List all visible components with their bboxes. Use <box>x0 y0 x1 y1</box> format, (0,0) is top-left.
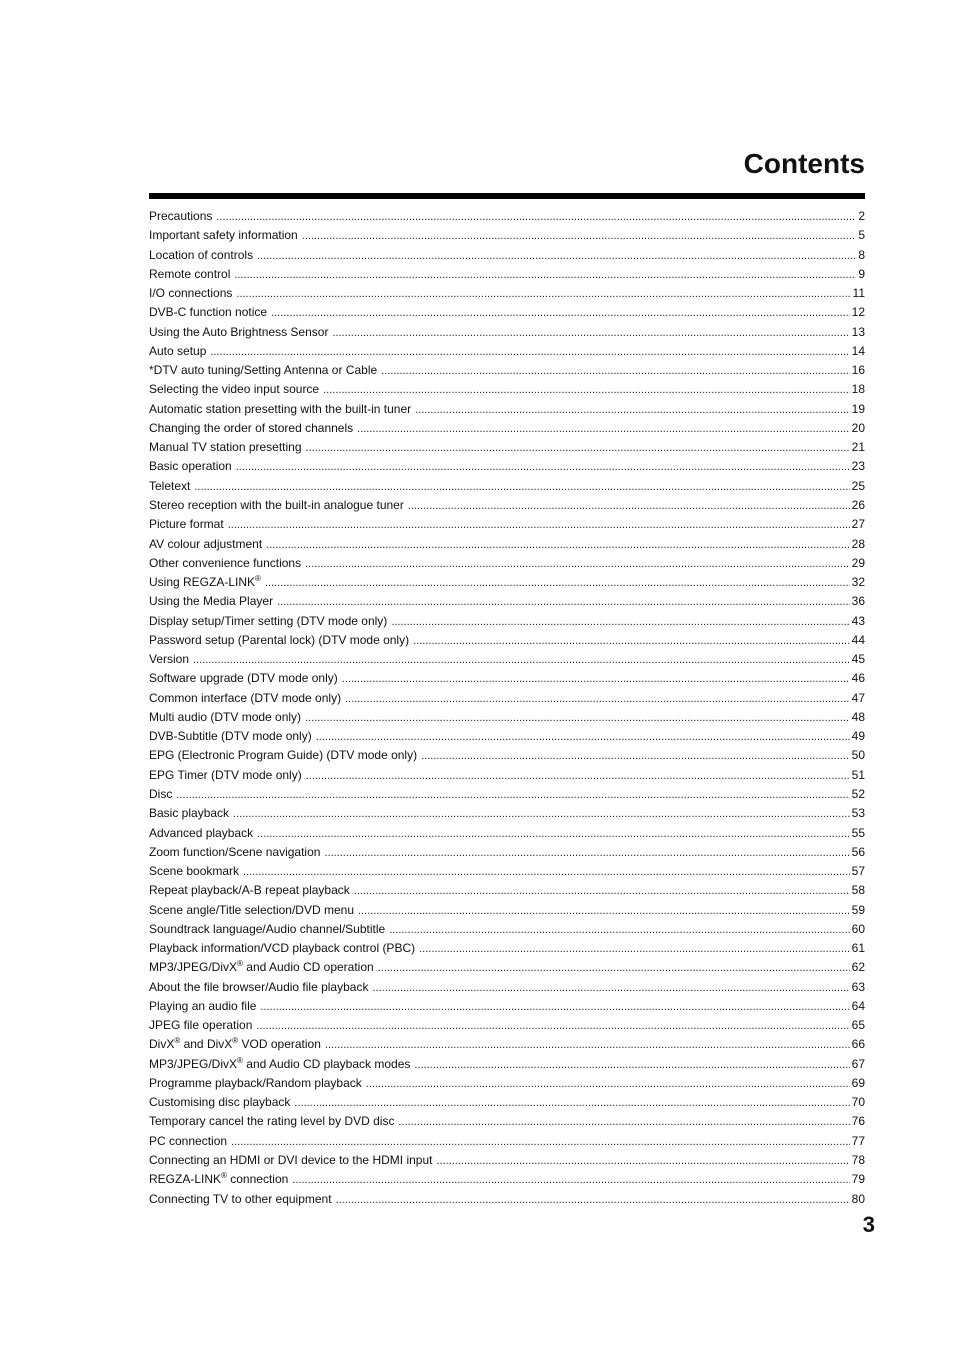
toc-entry-label: Advanced playback <box>149 825 254 840</box>
toc-leader-dots <box>277 593 850 611</box>
toc-entry <box>149 554 865 573</box>
toc-entry-page: 53 <box>851 806 865 821</box>
toc-leader-dots <box>372 979 849 997</box>
toc-leader-dots <box>243 863 850 881</box>
toc-entry <box>149 612 865 631</box>
toc-entry-page: 67 <box>851 1056 865 1071</box>
toc-entry-label: Version <box>149 652 190 667</box>
toc-entry-label: Connecting an HDMI or DVI device to the HDMI input <box>149 1153 433 1168</box>
toc-entry-page: 76 <box>851 1114 865 1129</box>
toc-entry-page: 25 <box>851 478 865 493</box>
toc-entry <box>149 380 865 399</box>
toc-entry-label: EPG (Electronic Program Guide) (DTV mode only) <box>149 748 418 763</box>
toc-entry-page: 21 <box>851 440 865 455</box>
toc-leader-dots <box>305 709 850 727</box>
toc-entry <box>149 1170 865 1189</box>
page-title: Contents <box>743 148 865 179</box>
toc-leader-dots <box>354 882 850 900</box>
toc-entry-page: 58 <box>851 883 865 898</box>
toc-leader-dots <box>381 362 849 380</box>
toc-entry-label: I/O connections <box>149 286 233 301</box>
toc-entry <box>149 669 865 688</box>
toc-entry-label: Common interface (DTV mode only) <box>149 690 342 705</box>
toc-entry-label: Display setup/Timer setting (DTV mode only) <box>149 613 388 628</box>
toc-entry-page: 44 <box>851 632 865 647</box>
toc-entry <box>149 804 865 823</box>
toc-leader-dots <box>294 1094 849 1112</box>
toc-entry <box>149 284 865 303</box>
toc-leader-dots <box>271 304 850 322</box>
toc-entry-label: Scene bookmark <box>149 864 240 879</box>
toc-entry-label: Using the Auto Brightness Sensor <box>149 324 329 339</box>
toc-entry-page: 59 <box>851 902 865 917</box>
toc-entry-page: 79 <box>851 1172 865 1187</box>
toc-leader-dots <box>302 227 857 245</box>
toc-leader-dots <box>357 420 850 438</box>
toc-entry <box>149 1132 865 1151</box>
toc-entry-label: Manual TV station presetting <box>149 440 302 455</box>
toc-leader-dots <box>193 651 850 669</box>
toc-entry-label: Auto setup <box>149 343 207 358</box>
toc-entry-label: Scene angle/Title selection/DVD menu <box>149 902 354 917</box>
toc-entry-page: 19 <box>851 401 865 416</box>
toc-entry-label: Multi audio (DTV mode only) <box>149 709 302 724</box>
toc-entry-page: 51 <box>851 767 865 782</box>
toc-entry-page: 57 <box>851 864 865 879</box>
toc-leader-dots <box>414 1056 849 1074</box>
toc-entry-label: EPG Timer (DTV mode only) <box>149 767 302 782</box>
toc-entry-label: DVB-C function notice <box>149 305 268 320</box>
toc-leader-dots <box>306 439 850 457</box>
toc-entry-page: 45 <box>851 652 865 667</box>
toc-entry-page: 78 <box>851 1153 865 1168</box>
toc-entry <box>149 496 865 515</box>
toc-entry <box>149 1093 865 1112</box>
toc-entry-page: 70 <box>851 1095 865 1110</box>
toc-entry-page: 16 <box>851 363 865 378</box>
toc-leader-dots <box>257 825 850 843</box>
toc-leader-dots <box>236 458 850 476</box>
toc-entry <box>149 650 865 669</box>
toc-entry-page: 20 <box>851 420 865 435</box>
toc-entry-label: Important safety information <box>149 228 298 243</box>
toc-entry-label: Basic playback <box>149 806 230 821</box>
toc-entry <box>149 939 865 958</box>
toc-entry <box>149 207 865 226</box>
toc-entry <box>149 862 865 881</box>
toc-leader-dots <box>342 670 850 688</box>
toc-entry-page: 50 <box>851 748 865 763</box>
toc-leader-dots <box>391 613 849 631</box>
toc-entry-page: 56 <box>851 844 865 859</box>
toc-leader-dots <box>358 902 850 920</box>
toc-entry-page: 63 <box>851 979 865 994</box>
toc-entry <box>149 920 865 939</box>
toc-leader-dots <box>408 497 850 515</box>
toc-entry-label: Using the Media Player <box>149 594 274 609</box>
toc-leader-dots <box>421 747 850 765</box>
toc-entry <box>149 477 865 496</box>
toc-entry-page: 28 <box>851 536 865 551</box>
toc-entry-label: AV colour adjustment <box>149 536 263 551</box>
page-number: 3 <box>862 1212 875 1237</box>
toc-leader-dots <box>266 536 849 554</box>
toc-entry-label: Temporary cancel the rating level by DVD disc <box>149 1114 395 1129</box>
toc-entry <box>149 824 865 843</box>
toc-leader-dots <box>324 844 849 862</box>
toc-entry-page: 12 <box>851 305 865 320</box>
toc-entry <box>149 1016 865 1035</box>
toc-entry-page: 32 <box>851 575 865 590</box>
toc-entry-label: Using REGZA-LINK® <box>149 574 261 590</box>
toc-entry-label: Precautions <box>149 209 213 223</box>
toc-entry-label: DivX® and DivX® VOD operation <box>149 1036 321 1052</box>
toc-entry-page: 61 <box>851 941 865 956</box>
toc-entry-page: 46 <box>851 671 865 686</box>
toc-entry <box>149 1055 865 1074</box>
toc-leader-dots <box>306 767 850 785</box>
toc-entry <box>149 1112 865 1131</box>
toc-entry-page: 52 <box>851 786 865 801</box>
toc-entry <box>149 1190 865 1209</box>
toc-entry <box>149 958 865 977</box>
toc-entry-label: REGZA-LINK® connection <box>149 1171 289 1187</box>
toc-leader-dots <box>233 805 850 823</box>
toc-entry <box>149 766 865 785</box>
toc-entry <box>149 438 865 457</box>
toc-leader-dots <box>413 632 850 650</box>
toc-leader-dots <box>389 921 849 939</box>
toc-entry <box>149 265 865 284</box>
toc-entry-page: 49 <box>851 729 865 744</box>
toc-entry <box>149 978 865 997</box>
toc-leader-dots <box>378 959 850 977</box>
toc-entry-label: Soundtrack language/Audio channel/Subtitle <box>149 921 386 936</box>
toc-entry <box>149 1074 865 1093</box>
toc-leader-dots <box>323 381 850 399</box>
toc-entry <box>149 342 865 361</box>
toc-entry <box>149 785 865 804</box>
toc-entry <box>149 1035 865 1054</box>
toc-entry-label: Customising disc playback <box>149 1095 291 1110</box>
toc-entry-label: DVB-Subtitle (DTV mode only) <box>149 729 312 744</box>
toc-entry-page: 18 <box>851 382 865 397</box>
toc-entry-page: 11 <box>852 286 865 301</box>
toc-entry-label: Disc <box>149 786 173 801</box>
toc-leader-dots <box>257 247 856 265</box>
toc-entry-page: 69 <box>851 1075 865 1090</box>
toc-entry <box>149 457 865 476</box>
toc-leader-dots <box>316 728 850 746</box>
toc-entry-page: 36 <box>851 594 865 609</box>
toc-leader-dots <box>305 555 850 573</box>
table-of-contents <box>149 207 865 1209</box>
toc-entry-page: 77 <box>851 1133 865 1148</box>
toc-leader-dots <box>228 516 850 534</box>
toc-entry-label: Stereo reception with the built-in analogue tuner <box>149 497 404 512</box>
toc-entry <box>149 361 865 380</box>
toc-leader-dots <box>260 998 849 1016</box>
toc-leader-dots <box>194 478 849 496</box>
toc-entry-page: 9 <box>858 266 865 281</box>
toc-entry-label: Playback information/VCD playback control (PBC) <box>149 941 416 956</box>
toc-entry-label: Changing the order of stored channels <box>149 420 354 435</box>
toc-entry <box>149 400 865 419</box>
toc-entry-label: JPEG file operation <box>149 1018 253 1033</box>
toc-entry-label: *DTV auto tuning/Setting Antenna or Cable <box>149 363 378 378</box>
toc-leader-dots <box>265 574 850 592</box>
toc-entry <box>149 727 865 746</box>
toc-entry <box>149 226 865 245</box>
toc-entry <box>149 1151 865 1170</box>
toc-entry <box>149 246 865 265</box>
toc-entry <box>149 689 865 708</box>
toc-entry-label: Basic operation <box>149 459 232 474</box>
toc-entry-label: Remote control <box>149 266 231 281</box>
toc-entry-label: PC connection <box>149 1133 228 1148</box>
toc-entry-label: MP3/JPEG/DivX® and Audio CD playback modes <box>149 1055 411 1071</box>
toc-entry-page: 43 <box>851 613 865 628</box>
toc-entry <box>149 881 865 900</box>
toc-leader-dots <box>234 266 856 284</box>
toc-entry-page: 14 <box>851 343 865 358</box>
toc-entry-page: 55 <box>851 825 865 840</box>
toc-entry-label: Selecting the video input source <box>149 382 320 397</box>
toc-entry <box>149 303 865 322</box>
toc-entry-label: Picture format <box>149 517 224 532</box>
toc-entry-label: Software upgrade (DTV mode only) <box>149 671 338 686</box>
toc-entry-page: 80 <box>851 1191 865 1206</box>
toc-entry-label: Playing an audio file <box>149 998 257 1013</box>
toc-entry-label: Password setup (Parental lock) (DTV mode only) <box>149 632 410 647</box>
toc-leader-dots <box>325 1036 850 1054</box>
toc-entry-page: 60 <box>851 921 865 936</box>
toc-entry-label: MP3/JPEG/DivX® and Audio CD operation <box>149 959 374 975</box>
toc-entry <box>149 997 865 1016</box>
toc-entry-page: 27 <box>851 517 865 532</box>
toc-entry <box>149 843 865 862</box>
toc-leader-dots <box>332 324 849 342</box>
toc-entry-label: About the file browser/Audio file playback <box>149 979 369 994</box>
toc-entry <box>149 631 865 650</box>
toc-entry-page: 5 <box>858 228 865 243</box>
toc-entry <box>149 592 865 611</box>
toc-entry-page: 26 <box>851 497 865 512</box>
toc-leader-dots <box>419 940 850 958</box>
toc-leader-dots <box>398 1113 849 1131</box>
toc-entry <box>149 323 865 342</box>
toc-entry <box>149 746 865 765</box>
toc-leader-dots <box>336 1191 850 1209</box>
toc-leader-dots <box>366 1075 850 1093</box>
toc-entry-label: Location of controls <box>149 247 254 262</box>
toc-entry <box>149 901 865 920</box>
toc-entry-page: 2 <box>858 209 865 223</box>
toc-entry-page: 48 <box>851 709 865 724</box>
toc-leader-dots <box>256 1017 849 1035</box>
toc-entry-page: 47 <box>851 690 865 705</box>
toc-leader-dots <box>436 1152 849 1170</box>
toc-entry-page: 29 <box>851 555 865 570</box>
toc-entry-label: Repeat playback/A-B repeat playback <box>149 883 350 898</box>
toc-entry-label: Connecting TV to other equipment <box>149 1191 332 1206</box>
toc-leader-dots <box>210 343 849 361</box>
toc-leader-dots <box>236 285 850 303</box>
toc-entry-label: Zoom function/Scene navigation <box>149 844 321 859</box>
toc-entry <box>149 573 865 592</box>
toc-leader-dots <box>216 208 856 226</box>
toc-entry <box>149 708 865 727</box>
toc-entry <box>149 419 865 438</box>
toc-leader-dots <box>415 401 850 419</box>
toc-entry <box>149 535 865 554</box>
toc-leader-dots <box>292 1171 849 1189</box>
toc-entry-label: Automatic station presetting with the built-in tuner <box>149 401 412 416</box>
toc-leader-dots <box>231 1133 850 1151</box>
toc-leader-dots <box>176 786 849 804</box>
toc-entry-page: 23 <box>851 459 865 474</box>
toc-entry <box>149 515 865 534</box>
toc-entry-page: 65 <box>851 1018 865 1033</box>
toc-leader-dots <box>345 690 850 708</box>
toc-entry-page: 13 <box>851 324 865 339</box>
toc-entry-label: Programme playback/Random playback <box>149 1075 362 1090</box>
toc-entry-page: 62 <box>851 960 865 975</box>
toc-entry-label: Other convenience functions <box>149 555 302 570</box>
toc-entry-page: 8 <box>858 247 865 262</box>
toc-entry-page: 66 <box>851 1037 865 1052</box>
toc-entry-page: 64 <box>851 998 865 1013</box>
title-divider <box>149 193 865 199</box>
toc-entry-label: Teletext <box>149 478 191 493</box>
